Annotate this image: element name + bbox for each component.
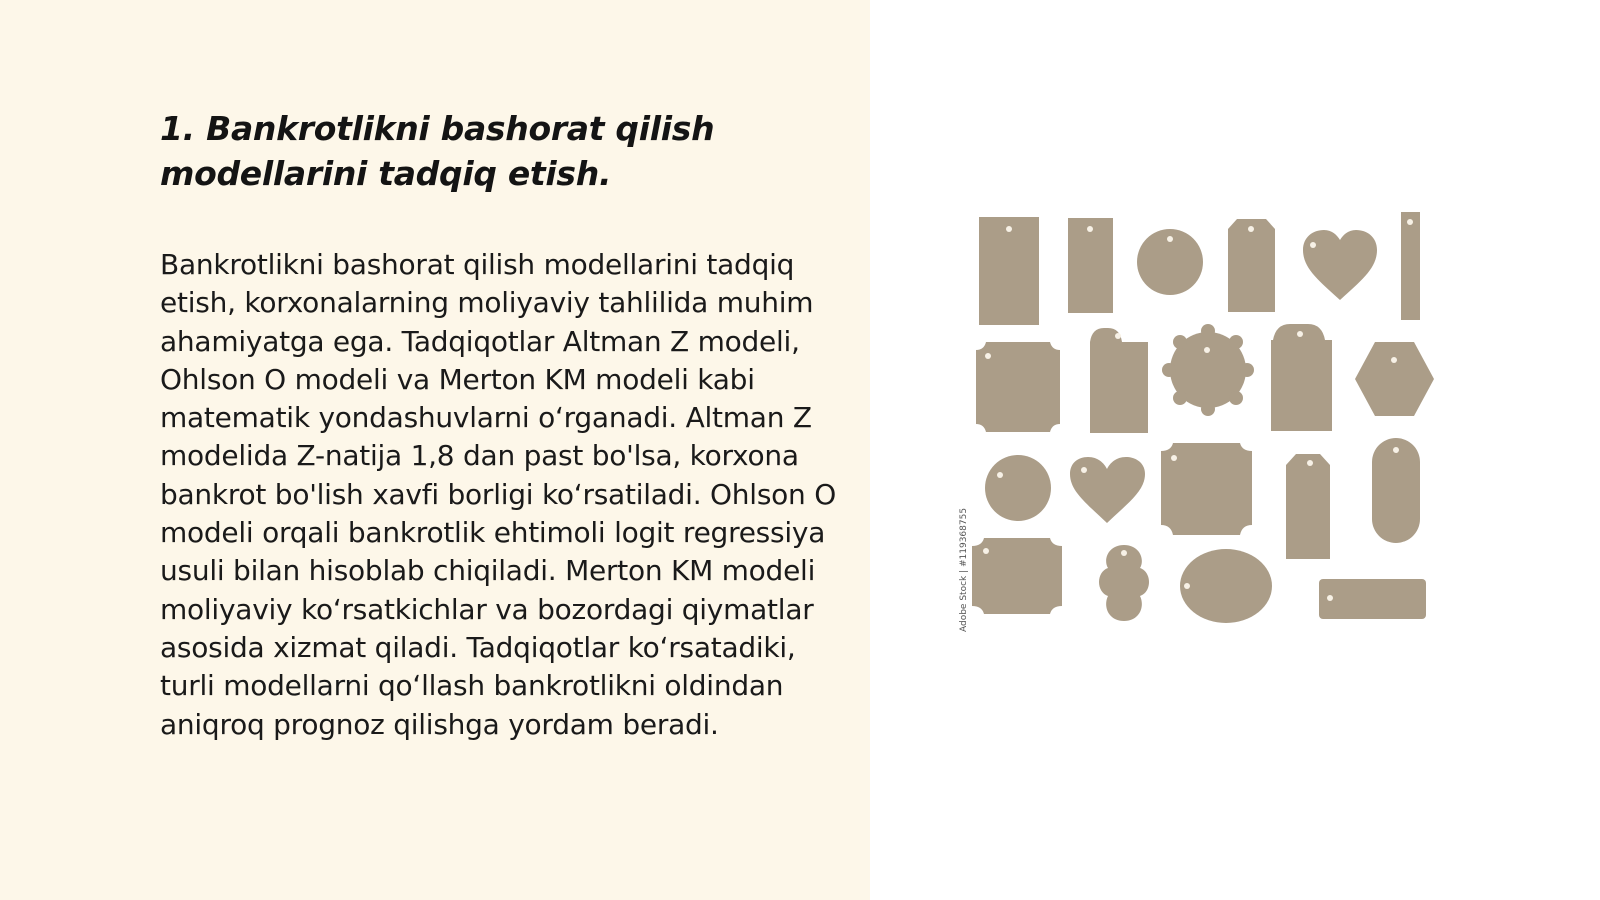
- tag-pill: [1372, 438, 1420, 543]
- tags-image: [950, 205, 1445, 635]
- slide-body-text: Bankrotlikni bashorat qilish modellarini tadqiq etish, korxonalarning moliyaviy tahlilida muhim ahamiyatga ega. Tadqiqotlar Altman Z modeli, Ohlson O modeli va Merton KM modeli kabi matematik yondashuvlarni oʻrganadi. Altman Z modelida Z-natija 1,8 dan past bo'lsa, korxona bankrot bo'lish xavfi borligi koʻrsatiladi. Ohlson O modeli orqali bankrotlik ehtimoli logit regressiya usuli bilan hisoblab chiqiladi. Merton KM modeli moliyaviy koʻrsatkichlar va bozordagi qiymatlar asosida xizmat qiladi. Tadqiqotlar koʻrsatadiki, turli modellarni qoʻllash bankrotlikni oldindan aniqroq prognoz qilishga yordam beradi.: [160, 248, 836, 741]
- tag-rectangle-tall: [979, 217, 1039, 325]
- tag-notched-rectangle: [1090, 328, 1148, 433]
- tag-cut-corner-2: [1286, 454, 1330, 559]
- tag-cut-corner: [1228, 219, 1275, 312]
- tag-wavy-oval: [1180, 549, 1272, 623]
- slide-title: 1. Bankrotlikni bashorat qilish modellarini tadqiq etish.: [160, 109, 715, 193]
- tag-long-rectangle: [1319, 579, 1426, 619]
- tag-wavy-circle: [985, 455, 1051, 521]
- tag-quatrefoil: [1099, 545, 1149, 621]
- tag-arch-top: [1271, 324, 1332, 431]
- tag-heart: [1303, 230, 1377, 300]
- stock-watermark: Adobe Stock | #119368755: [959, 507, 969, 632]
- tag-bar: [1401, 212, 1420, 320]
- tag-hexagon: [1355, 342, 1434, 416]
- tag-rectangle: [1068, 218, 1113, 313]
- tag-heart-small: [1070, 457, 1145, 523]
